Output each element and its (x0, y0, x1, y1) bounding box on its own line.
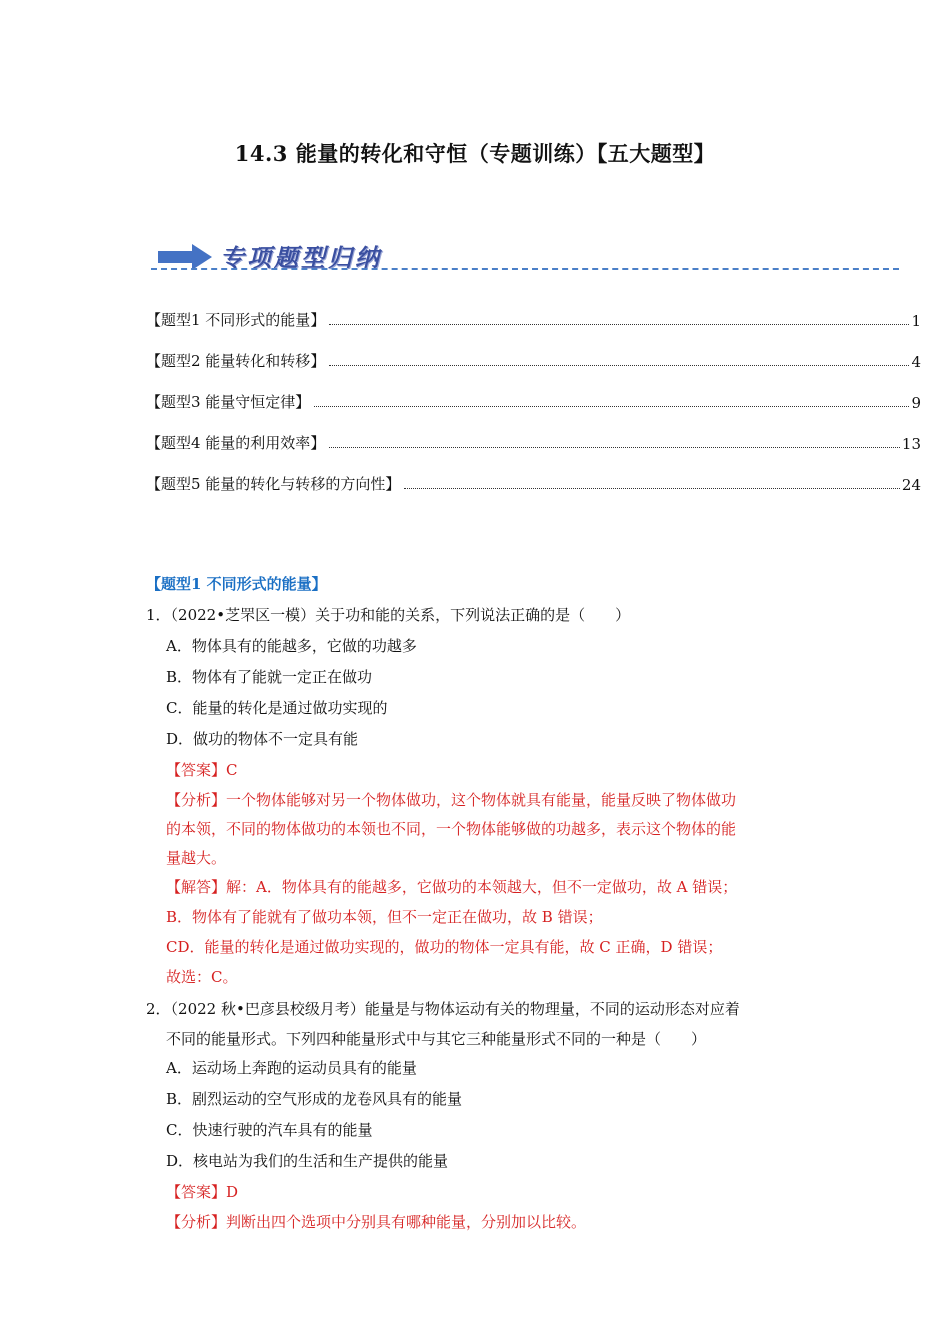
solution-text: CD．能量的转化是通过做功实现的，做功的物体一定具有能，故 C 正确，D 错误； (166, 938, 723, 956)
toc-page: 1 (911, 312, 921, 330)
toc-leader (329, 364, 909, 366)
toc-item[interactable] (146, 308, 921, 330)
solution-text: 解：A．物体具有的能越多，它做功的本领越大，但不一定做功，故 A 错误； (226, 878, 738, 896)
option-b: B．剧烈运动的空气形成的龙卷风具有的能量 (166, 1090, 463, 1108)
toc-leader (329, 323, 909, 325)
toc-item[interactable] (146, 431, 921, 453)
question-stem: 1．（2022•芝罘区一模）关于功和能的关系，下列说法正确的是（ ） (146, 606, 631, 624)
toc-label: 【题型5 能量的转化与转移的方向性】 (146, 475, 401, 493)
toc-leader (314, 405, 909, 407)
toc-page: 9 (911, 394, 921, 412)
analysis-text: 判断出四个选项中分别具有哪种能量，分别加以比较。 (226, 1213, 587, 1231)
option-a: A．物体具有的能越多，它做的功越多 (166, 637, 417, 655)
toc-page: 13 (901, 435, 921, 453)
analysis-text: 的本领，不同的物体做功的本领也不同，一个物体能够做的功越多，表示这个物体的能 (166, 820, 737, 838)
answer-value: D (226, 1183, 239, 1201)
analysis-text: 一个物体能够对另一个物体做功，这个物体就具有能量，能量反映了物体做功 (226, 791, 737, 809)
analysis-text: 量越大。 (166, 849, 227, 867)
toc-label: 【题型4 能量的利用效率】 (146, 434, 326, 452)
page-title: 14.3 能量的转化和守恒（专题训练）【五大题型】 (234, 141, 716, 166)
solution-text: 故选：C。 (166, 968, 238, 986)
answer-line (166, 1181, 238, 1202)
analysis-line (166, 1211, 586, 1232)
solution-text: B．物体有了能就有了做功本领，但不一定正在做功，故 B 错误； (166, 908, 603, 926)
toc-label: 【题型1 不同形式的能量】 (146, 311, 326, 329)
solution-tag: 【解答】 (166, 878, 227, 896)
answer-line (166, 759, 238, 780)
option-c: C．能量的转化是通过做功实现的 (166, 699, 388, 717)
toc-item[interactable] (146, 390, 921, 412)
option-c: C．快速行驶的汽车具有的能量 (166, 1121, 373, 1139)
toc-leader (404, 487, 900, 489)
option-d: D．核电站为我们的生活和生产提供的能量 (166, 1152, 449, 1170)
option-b: B．物体有了能就一定正在做功 (166, 668, 373, 686)
analysis-line (166, 789, 736, 810)
toc-label: 【题型3 能量守恒定律】 (146, 393, 311, 411)
toc-page: 24 (901, 476, 921, 494)
banner-title: 专项题型归纳 (220, 243, 382, 272)
toc-leader (329, 446, 900, 448)
arrow-right-icon (158, 244, 212, 270)
solution-line (166, 876, 737, 897)
section-heading: 【题型1 不同形式的能量】 (146, 575, 327, 593)
toc-page: 4 (911, 353, 921, 371)
toc-label: 【题型2 能量转化和转移】 (146, 352, 326, 370)
analysis-tag: 【分析】 (166, 791, 227, 809)
question-stem: 2．（2022 秋•巴彦县校级月考）能量是与物体运动有关的物理量，不同的运动形态对应着 (146, 1000, 740, 1018)
answer-value: C (226, 761, 238, 779)
analysis-tag: 【分析】 (166, 1213, 227, 1231)
option-d: D．做功的物体不一定具有能 (166, 730, 359, 748)
question-stem-cont: 不同的能量形式。下列四种能量形式中与其它三种能量形式不同的一种是（ ） (166, 1030, 707, 1048)
answer-tag: 【答案】 (166, 761, 227, 779)
toc-item[interactable] (146, 472, 921, 494)
toc-item[interactable] (146, 349, 921, 371)
answer-tag: 【答案】 (166, 1183, 227, 1201)
option-a: A．运动场上奔跑的运动员具有的能量 (166, 1059, 417, 1077)
banner-divider (151, 268, 899, 270)
